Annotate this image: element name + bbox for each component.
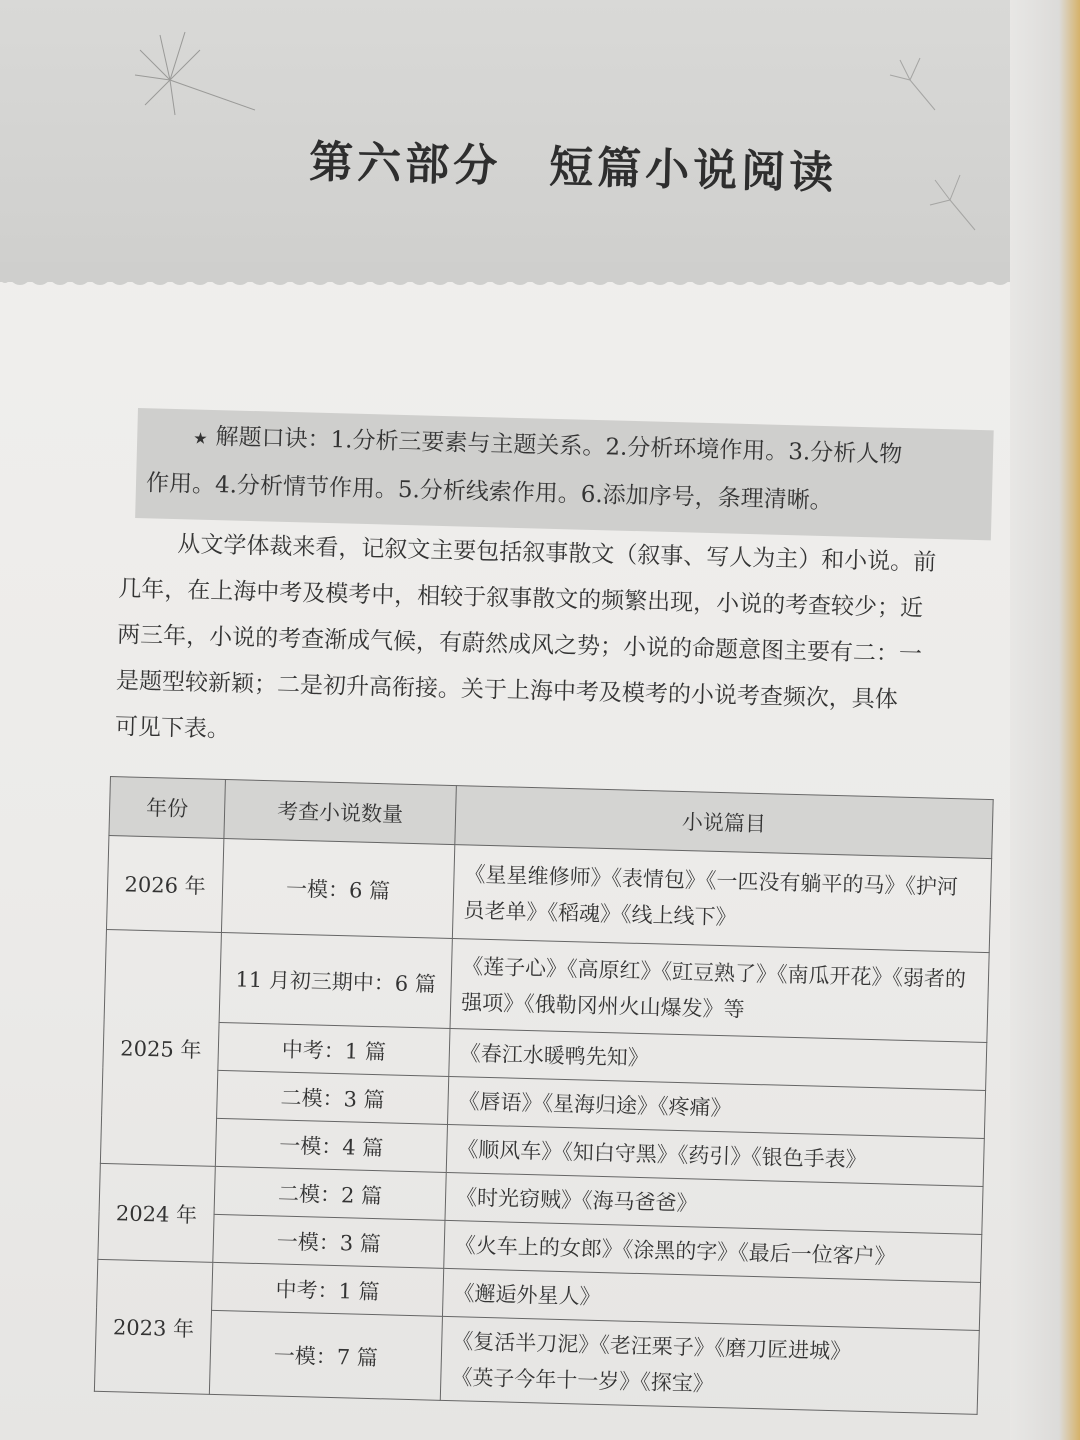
book-page-edge (1010, 0, 1080, 1440)
year-cell: 2025 年 (100, 929, 221, 1166)
titles-cell: 《唇语》《星海归途》《疼痛》 (447, 1076, 985, 1138)
year-cell: 2026 年 (106, 835, 223, 932)
count-cell: 二模：3 篇 (217, 1070, 449, 1124)
intro-paragraph (114, 520, 999, 771)
tip-box (135, 408, 994, 540)
titles-cell: 《邂逅外星人》 (442, 1268, 980, 1330)
count-cell: 一模：4 篇 (215, 1118, 447, 1172)
paragraph-line: 可见下表。 (114, 713, 231, 743)
titles-line: 《莲子心》《高原红》《豇豆熟了》《南瓜开花》《弱者的 (461, 953, 967, 991)
titles-line: 《复活半刀泥》《老汪栗子》《磨刀匠进城》 (452, 1328, 852, 1364)
header-titles: 小说篇目 (455, 786, 993, 859)
titles-cell: 《春江水暖鸭先知》 (449, 1028, 987, 1090)
tip-line: 作用。4.分析情节作用。5.分析线索作用。6.添加序号，条理清晰。 (145, 470, 833, 515)
year-cell: 2024 年 (98, 1163, 215, 1262)
titles-cell: 《时光窃贼》《海马爸爸》 (445, 1172, 983, 1234)
titles-line: 强项》《俄勒冈州火山爆发》等 (460, 989, 745, 1022)
titles-cell: 《火车上的女郎》《涂黑的字》《最后一位客户》 (444, 1220, 982, 1282)
dandelion-illustration-icon (130, 20, 270, 130)
titles-line: 《英子今年十一岁》《探宝》 (451, 1364, 715, 1396)
count-cell: 一模：7 篇 (209, 1310, 442, 1400)
tip-text: 解题口诀：1.分析三要素与主题关系。2.分析环境作用。3.分析人物 (215, 424, 903, 469)
count-cell: 二模：2 篇 (214, 1166, 446, 1220)
page-title: 第六部分 短篇小说阅读 (308, 136, 838, 200)
header-wavy-edge (0, 262, 1010, 302)
count-cell: 一模：3 篇 (213, 1214, 445, 1268)
paragraph-line: 是题型较新颖；二是初升高衔接。关于上海中考及模考的小说考查频次，具体 (115, 667, 899, 714)
header-count: 考查小说数量 (224, 780, 456, 845)
titles-line: 员老单》《稻魂》《线上线下》 (463, 897, 737, 929)
titles-cell (440, 1316, 979, 1414)
count-cell: 11 月初三期中：6 篇 (219, 932, 452, 1028)
titles-cell (452, 845, 991, 953)
star-icon: ★ (192, 428, 208, 448)
header-year: 年份 (109, 777, 226, 839)
paragraph-line: 几年，在上海中考及模考中，相较于叙事散文的频繁出现，小说的考查较少；近 (117, 575, 924, 622)
titles-cell: 《顺风车》《知白守黑》《药引》《银色手表》 (446, 1124, 984, 1186)
count-cell: 中考：1 篇 (212, 1262, 444, 1316)
paragraph-line: 从文学体裁来看，记叙文主要包括叙事散文（叙事、写人为主）和小说。前 (177, 531, 937, 576)
paragraph-line: 两三年，小说的考查渐成气候，有蔚然成风之势；小说的命题意图主要有二：一 (116, 621, 923, 668)
titles-cell (450, 939, 989, 1043)
count-cell: 一模：6 篇 (221, 839, 454, 939)
titles-line: 《星星维修师》《表情包》《一匹没有躺平的马》《护河 (464, 861, 959, 899)
exam-frequency-table (94, 776, 994, 1415)
count-cell: 中考：1 篇 (218, 1022, 450, 1076)
year-cell: 2023 年 (94, 1259, 212, 1394)
